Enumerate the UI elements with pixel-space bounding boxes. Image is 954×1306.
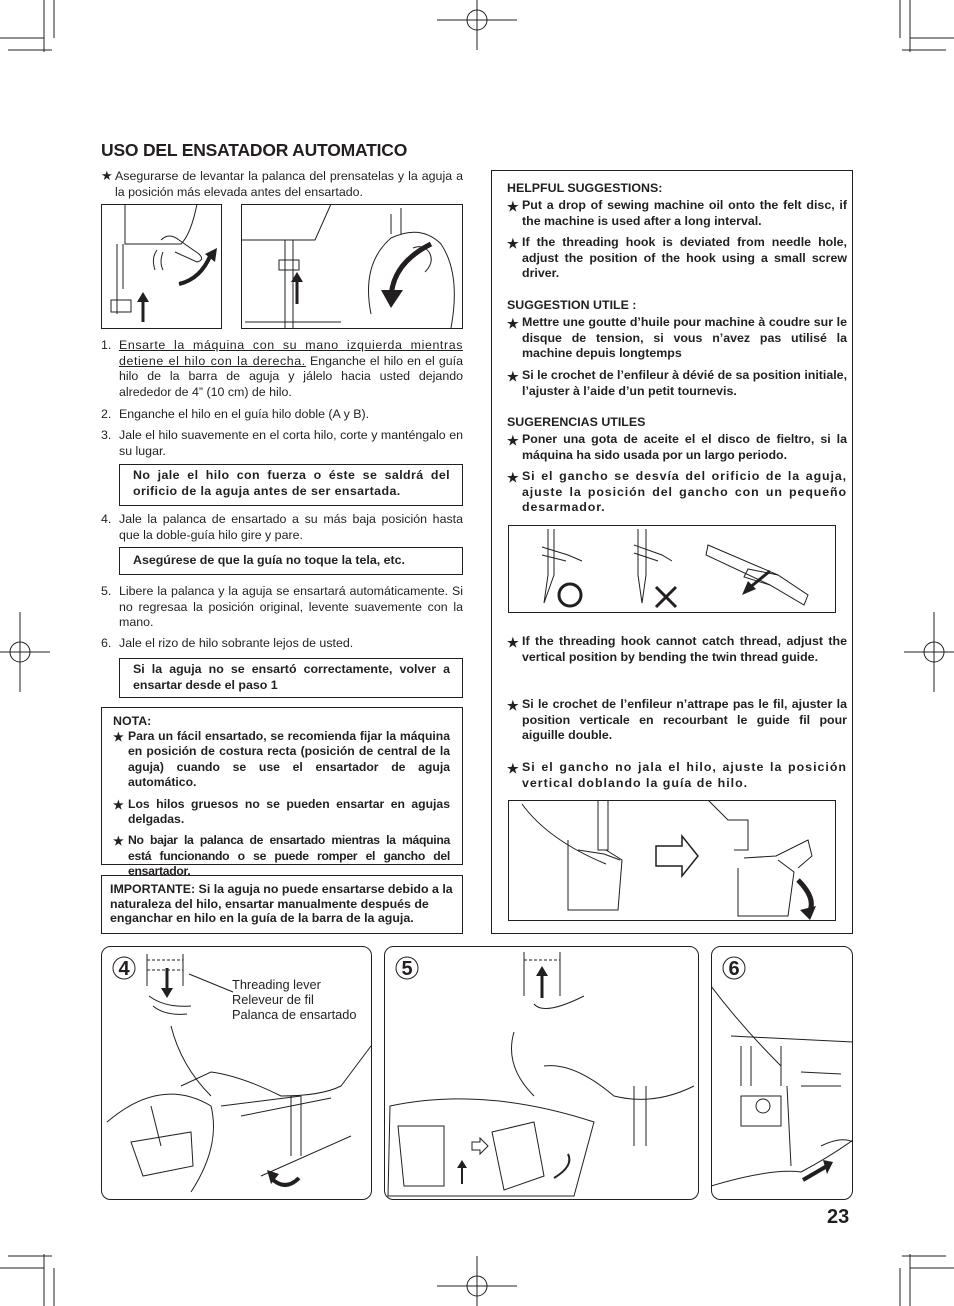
step-5 bbox=[101, 584, 463, 631]
fr-suggestions-heading: SUGGESTION UTILE : bbox=[507, 298, 637, 312]
step-number: 5. bbox=[101, 584, 112, 598]
step-6 bbox=[101, 636, 463, 652]
star-bullet-icon: ★ bbox=[507, 635, 519, 650]
suggestion-item bbox=[507, 469, 847, 516]
nota-item-text: Para un fácil ensartado, se recomienda fijar la máquina en posición de costura recta (posición de central de la aguja) cuando se use el ensartador de aguja automático. bbox=[128, 729, 450, 790]
page-number: 23 bbox=[827, 1206, 850, 1228]
suggestion-item bbox=[507, 198, 847, 229]
step-1-underlined: Ensarte la máquina con su mano izquierda mientras detiene el hilo con la derecha. bbox=[119, 338, 463, 368]
nota-item bbox=[113, 833, 450, 879]
warning-box-3-text: Si la aguja no se ensartó correctamente, volver a ensartar desde el paso 1 bbox=[133, 662, 450, 692]
es-suggestions-heading: SUGERENCIAS UTILES bbox=[507, 415, 646, 429]
star-bullet-icon: ★ bbox=[507, 199, 519, 214]
suggestion-text: Put a drop of sewing machine oil onto the felt disc, if the machine is used after a long interval. bbox=[522, 198, 847, 228]
step-5-text: Libere la palanca y la aguja se ensartará automáticamente. Si no regresaa la posición original, levente suavemente con la mano. bbox=[119, 584, 463, 630]
importante-box bbox=[101, 875, 463, 934]
suggestion-item bbox=[507, 235, 847, 282]
nota-item bbox=[113, 797, 450, 828]
step-number: 4. bbox=[101, 512, 112, 526]
importante-text: IMPORTANTE: Si la aguja no puede ensartarse debido a la naturaleza del hilo, ensartar manualmente después de enganchar en hilo en la guía de la barra de la aguja. bbox=[110, 882, 453, 926]
step-3-text: Jale el hilo suavemente en el corta hilo, corte y manténgalo en su lugar. bbox=[119, 428, 463, 458]
suggestion-item bbox=[507, 760, 847, 791]
page-title: USO DEL ENSATADOR AUTOMATICO bbox=[101, 140, 408, 160]
step-number: 1. bbox=[101, 338, 112, 352]
star-bullet-icon: ★ bbox=[507, 761, 520, 776]
suggestion-text: Si le crochet de l’enfileur n’attrape pas le fil, ajuster la position verticale en recourbant le guide fil pour aiguille double. bbox=[522, 697, 847, 743]
step-1-text: Enganche el hilo en el guía hilo de la barra de aguja y jálelo hacia usted dejando alrededor de 4” (10 cm) de hilo. bbox=[119, 353, 463, 399]
step-4 bbox=[101, 512, 463, 543]
suggestion-text: Poner una gota de aceite el el disco de fieltro, si la máquina ha sido usada por un largo periodo. bbox=[522, 432, 847, 462]
figure-5-threading bbox=[384, 946, 699, 1200]
threading-lever-label-es: Palanca de ensartado bbox=[232, 1007, 357, 1022]
suggestion-item bbox=[507, 315, 847, 362]
warning-box-2 bbox=[119, 547, 463, 575]
figure-6-thread-loop bbox=[711, 946, 853, 1200]
star-bullet-icon: ★ bbox=[101, 168, 113, 183]
suggestion-item bbox=[507, 697, 847, 744]
warning-box-1-text: No jale el hilo con fuerza o éste se saldrá del orificio de la aguja antes de ser ensartada. bbox=[133, 468, 450, 498]
nota-item-text: Los hilos gruesos no se pueden ensartar en agujas delgadas. bbox=[128, 796, 450, 827]
lever-raise-illustration-1 bbox=[101, 204, 222, 329]
suggestion-text: Si el gancho no jala el hilo, ajuste la posición vertical doblando la guía de hilo. bbox=[522, 760, 847, 790]
step-2 bbox=[101, 407, 463, 423]
star-bullet-icon: ★ bbox=[507, 698, 519, 713]
threading-lever-label-en: Threading lever bbox=[232, 977, 321, 992]
suggestion-item bbox=[507, 368, 847, 399]
threading-hook-illustration bbox=[508, 525, 836, 613]
threading-lever-label-fr: Releveur de fil bbox=[232, 992, 314, 1007]
suggestion-text: Si le crochet de l’enfileur à dévié de sa position initiale, l’ajuster à l’aide d’un petit tournevis. bbox=[522, 368, 848, 398]
step-3 bbox=[101, 428, 463, 459]
en-suggestions-heading: HELPFUL SUGGESTIONS: bbox=[507, 181, 663, 195]
star-bullet-icon: ★ bbox=[113, 730, 124, 744]
nota-box bbox=[101, 707, 463, 879]
star-bullet-icon: ★ bbox=[113, 834, 124, 849]
intro-paragraph: Asegurarse de levantar la palanca del prensatelas y la aguja a la posición más elevada antes del ensartado. bbox=[115, 169, 463, 199]
step-1 bbox=[101, 338, 463, 400]
warning-box-2-text: Asegúrese de que la guía no toque la tela, etc. bbox=[133, 553, 405, 567]
lever-raise-illustration-2 bbox=[241, 204, 463, 329]
star-bullet-icon: ★ bbox=[507, 433, 519, 448]
star-bullet-icon: ★ bbox=[507, 470, 520, 485]
step-2-text: Enganche el hilo en el guía hilo doble (A y B). bbox=[119, 407, 370, 421]
nota-item bbox=[113, 729, 450, 791]
suggestion-text: Si el gancho se desvía del orificio de la aguja, ajuste la posición del gancho con un pequeño desarmador. bbox=[522, 469, 847, 515]
figure-4-number: 4 bbox=[118, 958, 130, 980]
step-4-text: Jale la palanca de ensartado a su más baja posición hasta que la doble-guía hilo gire y pare. bbox=[119, 512, 463, 542]
star-bullet-icon: ★ bbox=[113, 797, 124, 812]
thread-guide-illustration bbox=[508, 800, 836, 921]
intro-text bbox=[101, 169, 463, 200]
suggestion-item bbox=[507, 432, 847, 463]
step-number: 3. bbox=[101, 428, 112, 442]
step-number: 2. bbox=[101, 407, 112, 421]
figure-6-number: 6 bbox=[728, 958, 740, 980]
step-number: 6. bbox=[101, 636, 112, 650]
suggestion-item bbox=[507, 634, 847, 665]
star-bullet-icon: ★ bbox=[507, 316, 519, 331]
suggestion-text: If the threading hook cannot catch thread, adjust the vertical position by bending the twin thread guide. bbox=[522, 634, 847, 664]
nota-item-text: No bajar la palanca de ensartado mientras la máquina está funcionando o se puede romper el gancho del ensartador. bbox=[128, 833, 450, 879]
suggestion-text: Mettre une goutte d’huile pour machine à coudre sur le disque de tension, si vous n’avez pas utilisé la machine depuis longtemps bbox=[522, 315, 847, 361]
figure-5-number: 5 bbox=[401, 958, 413, 980]
star-bullet-icon: ★ bbox=[507, 369, 519, 384]
warning-box-1 bbox=[119, 464, 463, 506]
nota-heading: NOTA: bbox=[113, 714, 152, 728]
suggestion-text: If the threading hook is deviated from needle hole, adjust the position of the hook using a small screw driver. bbox=[522, 235, 847, 281]
step-6-text: Jale el rizo de hilo sobrante lejos de usted. bbox=[119, 636, 354, 650]
star-bullet-icon: ★ bbox=[507, 236, 519, 251]
warning-box-3 bbox=[119, 658, 463, 698]
